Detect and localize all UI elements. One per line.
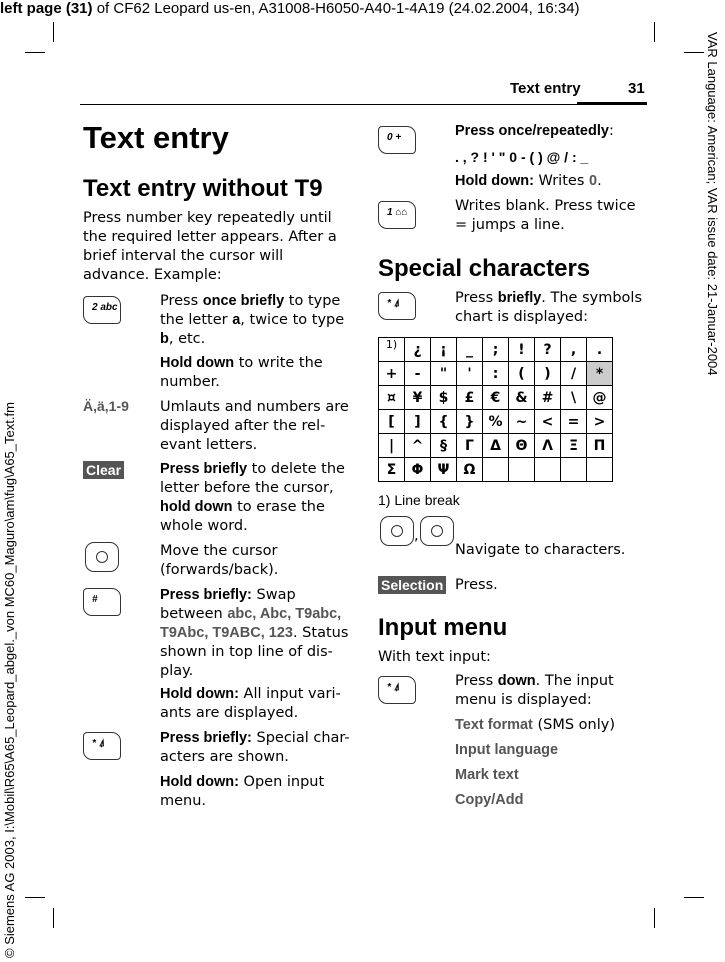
section-title-without-t9: Text entry without T9 — [83, 175, 323, 202]
crop-mark — [654, 908, 655, 928]
symbol-cell: * — [587, 362, 613, 386]
key-0-icon — [378, 126, 416, 154]
hash-key-icon — [83, 588, 121, 616]
key-1-label: 1 ⌂⌂ — [387, 207, 408, 218]
crop-mark — [53, 22, 54, 42]
umlaut-label: Ä,ä,1-9 — [83, 398, 129, 414]
symbol-cell: ¿ — [405, 338, 431, 362]
symbol-cell: { — [431, 410, 457, 434]
navigation-key-icon — [380, 516, 414, 546]
hash-key-label: # — [92, 594, 98, 605]
symbol-cell: ] — [405, 410, 431, 434]
symbol-cell: Π — [587, 434, 613, 458]
symbol-cell: ( — [509, 362, 535, 386]
symbol-cell: & — [509, 386, 535, 410]
document-info-line — [0, 0, 580, 17]
symbol-cell: | — [379, 434, 405, 458]
symbol-cell: [ — [379, 410, 405, 434]
crop-mark — [684, 52, 704, 53]
star-key-label: * ⍋ — [387, 298, 400, 309]
symbol-cell: 1) — [379, 338, 405, 362]
section-title-input-menu: Input menu — [378, 614, 508, 641]
selection-description: Press. — [455, 577, 498, 593]
hash-description: Press briefly: Swap between abc, Abc, T9abc, T9Abc, T9ABC, 123. Status shown in top line of dis-play. — [160, 587, 349, 679]
key-1-description: Writes blank. Press twice = jumps a line. — [455, 198, 636, 233]
symbol-cell: Φ — [405, 458, 431, 482]
symbol-cell — [587, 458, 613, 482]
symbol-cell: ! — [509, 338, 535, 362]
symbols-row — [379, 338, 613, 362]
symbols-row — [379, 410, 613, 434]
section-title-special-characters: Special characters — [378, 255, 591, 282]
crop-mark — [684, 897, 704, 898]
symbol-cell: ~ — [509, 410, 535, 434]
symbol-cell: # — [535, 386, 561, 410]
navigation-description: Move the cursor (forwards/back). — [160, 543, 279, 578]
intro-paragraph: Press number key repeatedly until the required letter appears. After a brief interval the cursor will advance. Example: — [83, 210, 337, 283]
menu-item-copy-add: Copy/Add — [455, 792, 524, 808]
input-menu-items — [455, 716, 615, 816]
star-description: Press briefly: Special char-acters are shown. — [160, 730, 350, 765]
crop-mark — [25, 52, 45, 53]
star-hold-description: Hold down: Open input menu. — [160, 774, 325, 809]
star-key-icon — [378, 676, 416, 704]
key-0-label: 0 + — [387, 132, 402, 143]
symbol-cell: £ — [457, 386, 483, 410]
symbols-row — [379, 386, 613, 410]
symbol-cell: ¥ — [405, 386, 431, 410]
symbol-cell: + — [379, 362, 405, 386]
symbol-cell: % — [483, 410, 509, 434]
symbol-cell — [483, 458, 509, 482]
key-2-label: 2 abc — [92, 302, 118, 313]
symbol-cell: } — [457, 410, 483, 434]
symbol-cell: ¡ — [431, 338, 457, 362]
symbol-cell: \ — [561, 386, 587, 410]
symbol-cell: Ξ — [561, 434, 587, 458]
symbol-cell — [535, 458, 561, 482]
page-number: 31 — [628, 80, 645, 97]
menu-item-mark-text: Mark text — [455, 767, 519, 783]
key-0-description: Press once/repeatedly: — [455, 123, 614, 139]
symbols-row — [379, 434, 613, 458]
crop-mark — [53, 908, 54, 928]
symbol-cell: ? — [535, 338, 561, 362]
symbol-cell: ^ — [405, 434, 431, 458]
special-characters-description: Press briefly. The symbols chart is displayed: — [455, 290, 643, 325]
var-language-note: VAR Language: American; VAR issue date: 21-Januar-2004 — [705, 32, 720, 376]
key-0-hold-description: Hold down: Writes 0. — [455, 173, 602, 189]
star-key-label: * ⍋ — [92, 738, 105, 749]
symbol-cell: € — [483, 386, 509, 410]
symbol-cell: ¤ — [379, 386, 405, 410]
header-rule — [80, 104, 647, 105]
input-menu-intro: With text input: — [378, 649, 491, 665]
symbol-cell: _ — [457, 338, 483, 362]
symbol-cell: : — [483, 362, 509, 386]
navigation-key-icon — [420, 516, 454, 546]
running-head-section: Text entry — [510, 80, 581, 97]
symbol-cell: @ — [587, 386, 613, 410]
umlaut-description: Umlauts and numbers are displayed after the rel-evant letters. — [160, 399, 349, 453]
clear-softkey: Clear — [83, 461, 124, 479]
symbol-cell: ' — [457, 362, 483, 386]
symbols-row — [379, 458, 613, 482]
star-key-icon — [378, 292, 416, 320]
symbol-cell: " — [431, 362, 457, 386]
selection-softkey: Selection — [378, 576, 446, 594]
symbol-cell: - — [405, 362, 431, 386]
hash-hold-description: Hold down: All input vari-ants are displayed. — [160, 686, 341, 721]
symbol-cell: Δ — [483, 434, 509, 458]
symbol-cell: ) — [535, 362, 561, 386]
key-2-description: Press once briefly to type the letter a, twice to type b, etc. — [160, 293, 345, 347]
symbol-cell: Γ — [457, 434, 483, 458]
symbols-chart — [378, 337, 613, 482]
copyright-path-note: © Siemens AG 2003, I:\Mobil\R65\A65_Leopard_abgel._von MC60_Maguro\am\fug\A65_Text.fm — [2, 402, 17, 958]
star-key-icon — [83, 732, 121, 760]
input-menu-description: Press down. The input menu is displayed: — [455, 673, 614, 708]
symbol-cell: Ω — [457, 458, 483, 482]
symbols-row — [379, 362, 613, 386]
symbol-cell: ; — [483, 338, 509, 362]
navigate-description: Navigate to characters. — [455, 542, 626, 558]
menu-item-text-format: Text format (SMS only) — [455, 717, 616, 733]
symbol-cell — [561, 458, 587, 482]
key-2-icon — [83, 296, 121, 324]
key-0-characters: . , ? ! ' " 0 - ( ) @ / : _ — [455, 149, 589, 165]
symbol-cell: $ — [431, 386, 457, 410]
symbol-cell: > — [587, 410, 613, 434]
page-title: Text entry — [83, 120, 229, 155]
symbol-cell: . — [587, 338, 613, 362]
navigation-key-separator: , — [414, 528, 419, 544]
symbol-cell: Θ — [509, 434, 535, 458]
symbol-cell: < — [535, 410, 561, 434]
doc-page-label: left page (31) — [0, 0, 93, 17]
star-key-label: * ⍋ — [387, 682, 400, 693]
key-1-icon — [378, 201, 416, 229]
clear-description: Press briefly to delete the letter before the cursor, hold down to erase the whole word. — [160, 461, 345, 534]
header-rule-accent — [577, 102, 647, 105]
symbol-cell: Λ — [535, 434, 561, 458]
doc-source-info: of CF62 Leopard us-en, A31008-H6050-A40-1-4A19 (24.02.2004, 16:34) — [92, 0, 580, 17]
symbol-cell: / — [561, 362, 587, 386]
menu-item-input-language: Input language — [455, 742, 559, 758]
symbol-cell — [509, 458, 535, 482]
line-break-footnote: 1) Line break — [378, 492, 460, 508]
symbol-cell: § — [431, 434, 457, 458]
symbol-cell: Ψ — [431, 458, 457, 482]
symbol-cell: , — [561, 338, 587, 362]
crop-mark — [654, 22, 655, 42]
crop-mark — [25, 897, 45, 898]
navigation-key-icon — [85, 542, 119, 572]
key-2-hold-description: Hold down to write the number. — [160, 355, 323, 390]
symbol-cell: = — [561, 410, 587, 434]
symbol-cell: Σ — [379, 458, 405, 482]
